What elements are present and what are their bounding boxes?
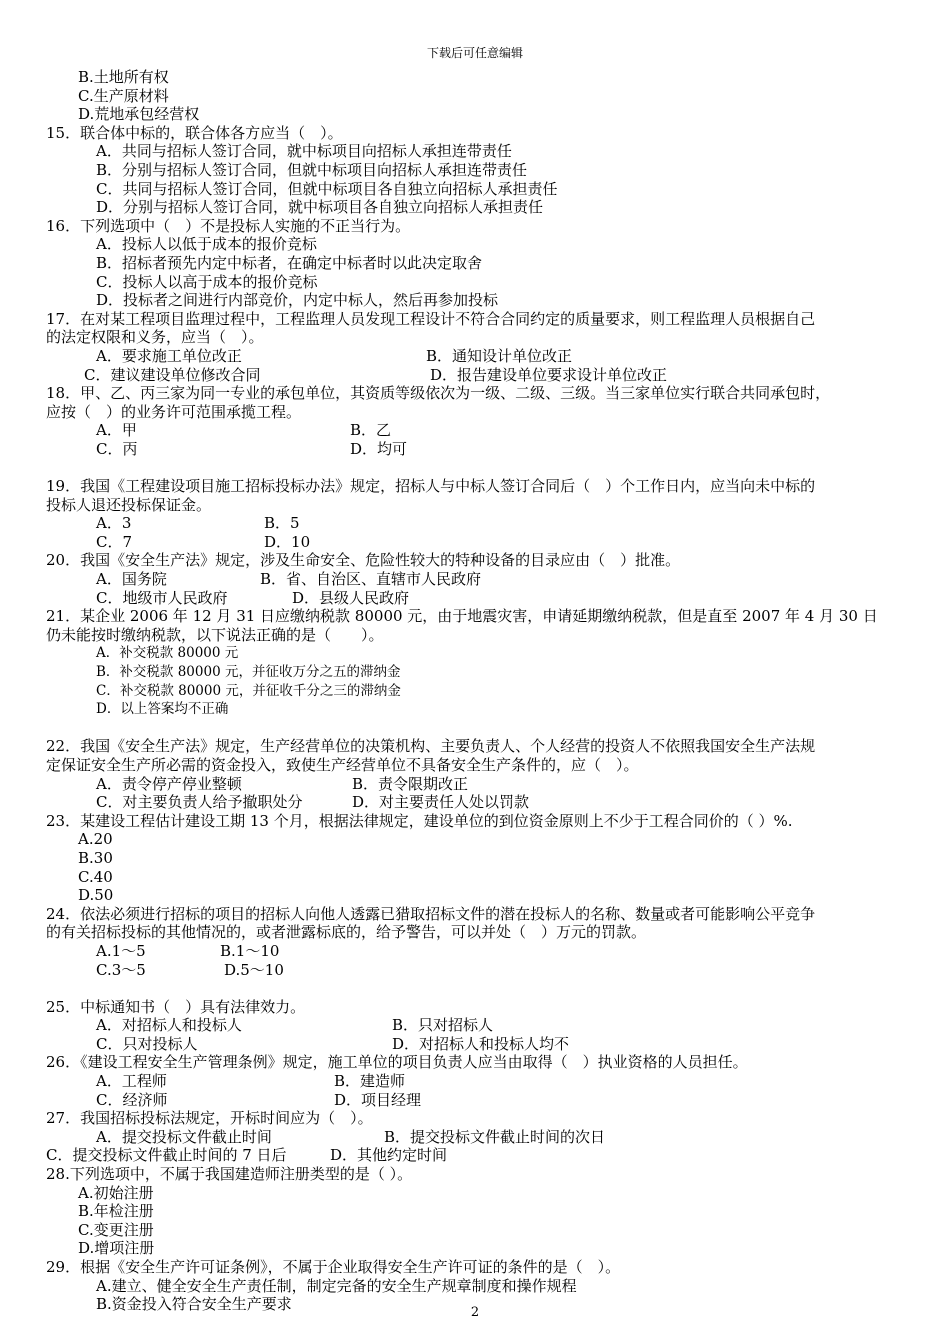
option-b: B．省、自治区、直辖市人民政府 [260, 570, 482, 589]
option-line: A.20 [78, 830, 113, 849]
option-d: D．项目经理 [334, 1090, 422, 1109]
question-21-cont: 仍未能按时缴纳税款，以下说法正确的是（ ）。 [46, 625, 384, 644]
option-line: B.土地所有权 [78, 68, 169, 86]
option-line: D．分别与招标人签订合同，就中标项目各自独立向招标人承担责任 [96, 198, 544, 217]
option-a: A．责令停产停业整顿 [96, 774, 242, 793]
option-c: C．提交投标文件截止时间的 7 日后 [46, 1146, 287, 1165]
option-line: A.初始注册 [78, 1183, 154, 1202]
option-c: C．对主要负责人给予撤职处分 [96, 793, 303, 812]
option-line: C.40 [78, 867, 113, 886]
question-25: 25．中标通知书（ ）具有法律效力。 [46, 997, 306, 1016]
question-15: 15．联合体中标的，联合体各方应当（ ）。 [46, 123, 343, 142]
option-row [46, 570, 916, 589]
option-b: B．乙 [350, 421, 392, 440]
question-23: 23．某建设工程估计建设工期 13 个月，根据法律规定，建设单位的到位资金原则上不少于工程合同价的（ ）%. [46, 811, 793, 830]
question-27: 27．我国招标投标法规定，开标时间应为（ ）。 [46, 1109, 373, 1128]
option-row [46, 347, 916, 366]
blank-line [46, 458, 916, 477]
option-b: B．责令限期改正 [352, 774, 469, 793]
option-row [46, 533, 916, 552]
option-b: B．只对招标人 [392, 1016, 494, 1035]
option-line: B．招标者预先内定中标者，在确定中标者时以此决定取舍 [96, 253, 483, 272]
option-a: A．要求施工单位改正 [96, 346, 242, 365]
option-c: C．7 [96, 532, 133, 551]
option-d: D．对招标人和投标人均不 [392, 1034, 570, 1053]
question-26: 26．《建设工程安全生产管理条例》规定，施工单位的项目负责人应当由取得（ ）执业资格的人员担任。 [46, 1053, 748, 1072]
question-21: 21．某企业 2006 年 12 月 31 日应缴纳税款 80000 元，由于地震灾害，申请延期缴纳税款，但是直至 2007 年 4 月 30 日 [46, 607, 878, 626]
option-row [46, 1072, 916, 1091]
option-row [46, 514, 916, 533]
option-a: A．提交投标文件截止时间 [96, 1127, 272, 1146]
question-19-cont: 投标人退还投标保证金。 [46, 495, 212, 514]
option-d: D．对主要责任人处以罚款 [352, 793, 530, 812]
option-b: B．5 [264, 514, 300, 533]
option-line: C．补交税款 80000 元，并征收千分之三的滞纳金 [96, 682, 401, 699]
option-line: C.生产原材料 [78, 86, 169, 105]
option-b: B.1～10 [220, 941, 280, 960]
option-d: D．均可 [350, 439, 408, 458]
document-body [46, 68, 916, 1314]
question-29: 29．根据《安全生产许可证条例》，不属于企业取得安全生产许可证的条件的是（ ）。 [46, 1258, 621, 1276]
option-row [46, 793, 916, 812]
question-18: 18．甲、乙、丙三家为同一专业的承包单位，其资质等级依次为一级、二级、三级。当三家单位实行联合共同承包时， [46, 384, 831, 403]
option-line: A．补交税款 80000 元 [96, 645, 239, 662]
option-c: C．建议建设单位修改合同 [84, 365, 261, 384]
option-b: B．提交投标文件截止时间的次日 [384, 1127, 606, 1146]
option-row [46, 942, 916, 961]
question-17: 17．在对某工程项目监理过程中，工程监理人员发现工程设计不符合合同约定的质量要求，则工程监理人员根据自己 [46, 309, 816, 328]
option-d: D．10 [264, 532, 311, 551]
option-d: D．县级人民政府 [292, 588, 410, 607]
page-number: 2 [470, 1305, 480, 1320]
option-row [46, 421, 916, 440]
option-line: A．投标人以低于成本的报价竞标 [96, 235, 317, 254]
option-d: D.5～10 [224, 960, 284, 979]
option-c: C．丙 [96, 439, 138, 458]
option-row [46, 775, 916, 794]
question-24-cont: 的有关招标投标的其他情况的，或者泄露标底的，给予警告，可以并处（ ）万元的罚款。 [46, 923, 647, 942]
option-a: A．3 [96, 514, 132, 533]
option-line: D．以上答案均不正确 [96, 701, 229, 718]
option-row [46, 1146, 916, 1165]
question-17-cont: 的法定权限和义务，应当（ ）。 [46, 328, 264, 347]
option-line: D．投标者之间进行内部竞价，内定中标人，然后再参加投标 [96, 291, 499, 310]
option-line: B.资金投入符合安全生产要求 [96, 1295, 292, 1314]
option-row [46, 961, 916, 980]
blank-line [46, 719, 916, 738]
option-line: C.变更注册 [78, 1220, 154, 1239]
option-c: C．只对投标人 [96, 1034, 198, 1053]
option-row [46, 366, 916, 385]
option-b: B．通知设计单位改正 [426, 346, 573, 365]
option-line: B.30 [78, 848, 113, 867]
option-line: B.年检注册 [78, 1202, 154, 1221]
option-line: D.50 [78, 886, 114, 905]
option-a: A．甲 [96, 421, 137, 440]
option-a: A．国务院 [96, 570, 167, 589]
blank-line [46, 979, 916, 998]
option-row [46, 1128, 916, 1147]
question-24: 24．依法必须进行招标的项目的招标人向他人透露已猎取招标文件的潜在投标人的名称、数量或者可能影响公平竞争 [46, 904, 816, 923]
option-d: D．其他约定时间 [330, 1146, 448, 1165]
option-row [46, 440, 916, 459]
option-line: C．共同与招标人签订合同，但就中标项目各自独立向招标人承担责任 [96, 179, 558, 198]
option-c: C.3～5 [96, 960, 146, 979]
option-line: B．补交税款 80000 元，并征收万分之五的滞纳金 [96, 664, 401, 680]
option-line: D.荒地承包经营权 [78, 105, 200, 124]
option-a: A．工程师 [96, 1072, 167, 1091]
option-line: A.建立、健全安全生产责任制，制定完备的安全生产规章制度和操作规程 [96, 1276, 577, 1295]
option-c: C．地级市人民政府 [96, 588, 228, 607]
question-20: 20．我国《安全生产法》规定，涉及生命安全、危险性较大的特种设备的目录应由（ ）批准。 [46, 551, 681, 570]
option-line: A．共同与招标人签订合同，就中标项目向招标人承担连带责任 [96, 142, 512, 161]
option-line: C．投标人以高于成本的报价竞标 [96, 272, 318, 291]
question-22-cont: 定保证安全生产所必需的资金投入，致使生产经营单位不具备安全生产条件的，应（ ）。 [46, 755, 639, 774]
question-18-cont: 应按（ ）的业务许可范围承揽工程。 [46, 402, 302, 421]
option-row [46, 1091, 916, 1110]
option-a: A．对招标人和投标人 [96, 1016, 242, 1035]
option-row [46, 1035, 916, 1054]
question-16: 16．下列选项中（ ）不是投标人实施的不正当行为。 [46, 216, 411, 235]
question-22: 22．我国《安全生产法》规定，生产经营单位的决策机构、主要负责人、个人经营的投资人不依照我国安全生产法规 [46, 737, 816, 756]
option-c: C．经济师 [96, 1090, 168, 1109]
option-line: D.增项注册 [78, 1239, 155, 1258]
option-d: D．报告建设单位要求设计单位改正 [430, 365, 668, 384]
question-19: 19．我国《工程建设项目施工招标投标办法》规定，招标人与中标人签订合同后（ ）个工作日内，应当向未中标的 [46, 477, 816, 496]
option-b: B．建造师 [334, 1072, 406, 1091]
question-28: 28.下列选项中，不属于我国建造师注册类型的是（ ）。 [46, 1165, 413, 1184]
option-line: B．分别与招标人签订合同，但就中标项目向招标人承担连带责任 [96, 160, 528, 179]
option-row [46, 589, 916, 608]
option-row [46, 1016, 916, 1035]
page-header: 下载后可任意编辑 [426, 46, 523, 60]
option-a: A.1～5 [96, 941, 146, 960]
